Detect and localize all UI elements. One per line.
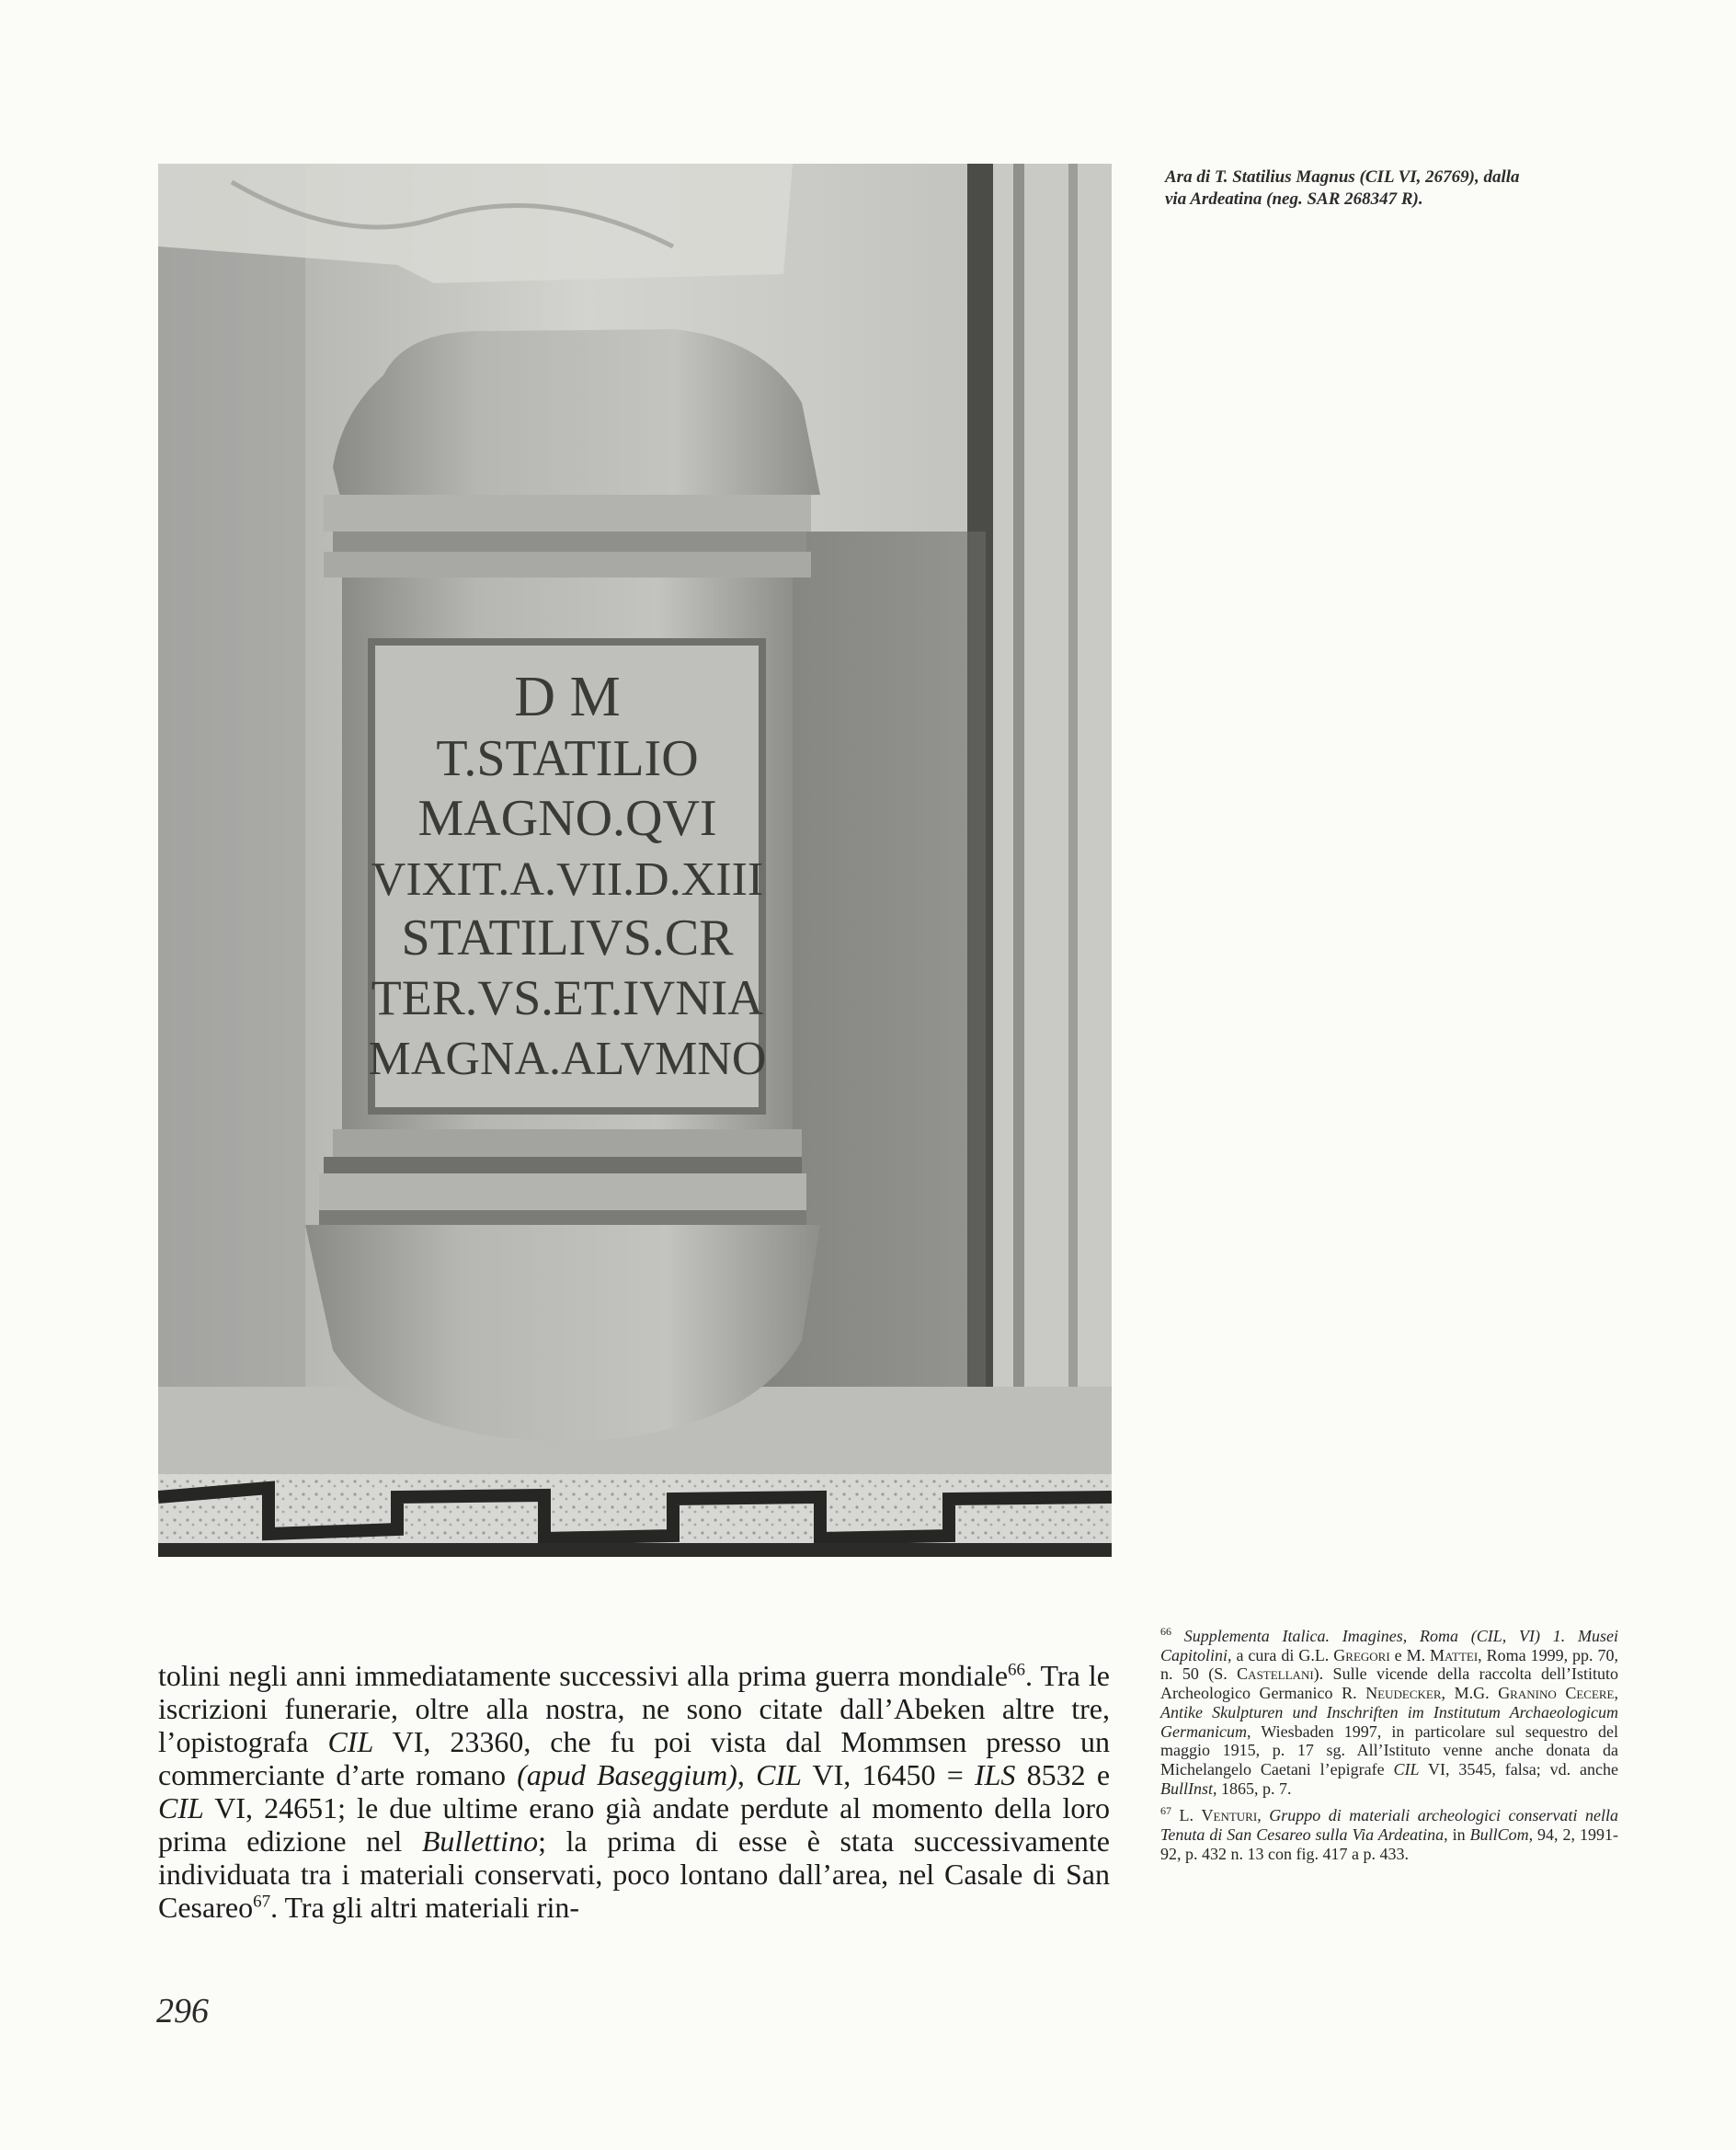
footnote-italic: Supplementa Italica. Imagines, Roma (CIL, VI) 1. Musei Capitolini (1160, 1627, 1618, 1664)
body-italic-run: CIL (327, 1725, 374, 1758)
footnote-italic: CIL (1393, 1759, 1420, 1778)
footnote-text: , Roma 1999, pp. 70, n. 50 (S. (1160, 1645, 1618, 1684)
footnote-text: , M.G. (1441, 1684, 1499, 1703)
body-text-run: VI, 16450 = (801, 1758, 975, 1791)
footnote-number: 67 (1160, 1804, 1171, 1818)
footnote-author: Gregori (1333, 1645, 1390, 1664)
page-number: 296 (156, 1992, 209, 2030)
footnote-author: Mattei (1430, 1645, 1479, 1664)
footnote-italic: Antike Skulpturen und Inschriften im Institutum Archaeologicum Germanicum (1160, 1702, 1618, 1741)
body-text-run: ; la prima di esse è stata successivamente individuata tra i materiali conservati, poco lontano dall’area, nel Casale di San Cesareo (158, 1824, 1111, 1924)
inscription-line-4: VIXIT.A.VII.D.XIII (371, 853, 764, 906)
figure-caption (1165, 166, 1643, 211)
body-text-run: . Tra gli altri materiali rin- (270, 1891, 579, 1924)
body-text-run: VI, 23360, che fu poi vista dal Mommsen presso un commerciante d’arte romano (158, 1725, 1111, 1791)
body-italic-run: Bullettino (421, 1824, 539, 1858)
footnote-text: ). Sulle vicende della raccolta dell’Istituto Archeologico Germanico R. (1160, 1664, 1618, 1703)
body-text-run: VI, 24651; le due ultime erano già andate perdute al momento della loro prima edizione nel (158, 1791, 1110, 1858)
body-italic-run: CIL (158, 1791, 204, 1824)
body-italic-run: ILS (974, 1758, 1016, 1791)
footnote-italic: BullInst (1160, 1778, 1213, 1798)
inscription-line-1: D M (514, 666, 621, 728)
footnote-number: 66 (1160, 1625, 1171, 1638)
footnote-author: Venturi (1201, 1806, 1258, 1825)
footnote-italic: Gruppo di materiali archeologici conservati nella Tenuta di San Cesareo sulla Via Ardeatina (1160, 1806, 1619, 1845)
body-text-run: . Tra le iscrizioni funerarie, oltre alla nostra, ne sono citate dall’Abeken altre tre, l’opistografa (158, 1659, 1110, 1758)
body-text-run: tolini negli anni immediatamente successivi alla prima guerra mondiale (158, 1659, 1009, 1692)
footnote-ref-66: 66 (1008, 1660, 1026, 1680)
inscription-line-5: STATILIVS.CR (401, 909, 734, 966)
inscription-line-7: MAGNA.ALVMNO (368, 1033, 767, 1085)
altar-photograph (158, 164, 1112, 1557)
footnote-italic: BullCom (1469, 1825, 1529, 1845)
body-paragraph (158, 1659, 1110, 1924)
inscription-line-6: TER.VS.ET.IVNIA (371, 970, 764, 1025)
footnote-author: Granino Cecere (1498, 1684, 1615, 1703)
inscription-line-3: MAGNO.QVI (417, 790, 717, 847)
footnote-text: , 94, 2, 1991-92, p. 432 n. 13 con fig. 417 a p. 433. (1160, 1825, 1618, 1863)
footnote-text: VI, 3545, falsa; vd. anche (1419, 1759, 1618, 1778)
footnote-text: , 1865, p. 7. (1213, 1778, 1292, 1798)
footnote-text: , (1614, 1684, 1618, 1703)
footnote-text: , Wiesbaden 1997, in particolare sul sequestro del maggio 1915, p. 17 sg. All’Istituto venne anche donata da Michelangelo Caetani l’epigrafe (1160, 1721, 1618, 1778)
footnote-text: , a cura di G.L. (1228, 1645, 1334, 1664)
footnote-67 (1160, 1806, 1618, 1863)
footnotes (1160, 1627, 1618, 1871)
footnote-66 (1160, 1627, 1618, 1798)
footnote-author: Neudecker (1365, 1684, 1442, 1703)
inscription-line-2: T.STATILIO (436, 730, 699, 787)
footnote-text: , (1257, 1806, 1270, 1825)
footnote-text: e M. (1389, 1645, 1431, 1664)
footnote-text: , in (1444, 1825, 1470, 1845)
body-italic-run: (apud Baseggium) (517, 1758, 737, 1791)
body-text-run: , (737, 1758, 757, 1791)
body-text-run: 8532 e (1015, 1758, 1111, 1791)
caption-line-2: via Ardeatina (neg. SAR 268347 R). (1165, 189, 1423, 209)
footnote-author: Castellani (1237, 1664, 1314, 1684)
footnote-ref-67: 67 (253, 1892, 271, 1912)
caption-line-1: Ara di T. Statilius Magnus (CIL VI, 26769), dalla (1165, 167, 1520, 187)
body-italic-run: CIL (756, 1758, 802, 1791)
footnote-text: L. (1171, 1806, 1202, 1825)
